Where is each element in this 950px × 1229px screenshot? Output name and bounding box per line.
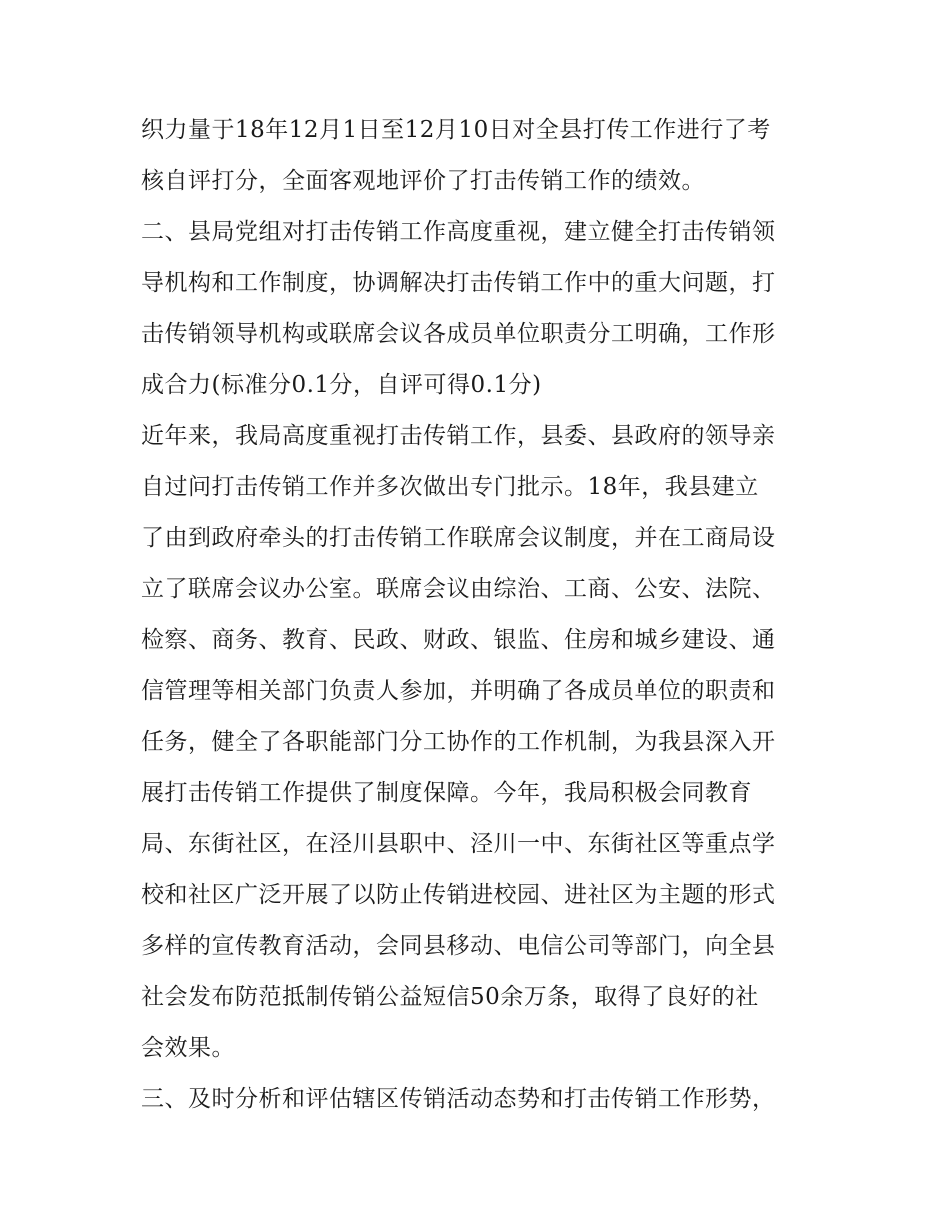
text-line: 信管理等相关部门负责人参加，并明确了各成员单位的职责和 — [141, 678, 776, 704]
text-line: 成合力(标准分0.1分，自评可得0.1分) — [141, 372, 542, 398]
text-line: 立了联席会议办公室。联席会议由综治、工商、公安、法院、 — [141, 576, 776, 602]
text-line: 近年来，我局高度重视打击传销工作，县委、县政府的领导亲 — [141, 423, 776, 449]
text-line: 多样的宣传教育活动，会同县移动、电信公司等部门，向全县 — [141, 933, 776, 959]
text-line: 会效果。 — [141, 1035, 235, 1061]
text-line: 三、及时分析和评估辖区传销活动态势和打击传销工作形势， — [141, 1086, 776, 1112]
text-line: 导机构和工作制度，协调解决打击传销工作中的重大问题，打 — [141, 270, 776, 296]
text-line: 展打击传销工作提供了制度保障。今年，我局积极会同教育 — [141, 780, 752, 806]
text-line: 击传销领导机构或联席会议各成员单位职责分工明确，工作形 — [141, 321, 776, 347]
text-line: 局、东街社区，在泾川县职中、泾川一中、东街社区等重点学 — [141, 831, 776, 857]
text-line: 任务，健全了各职能部门分工协作的工作机制，为我县深入开 — [141, 729, 776, 755]
text-line: 校和社区广泛开展了以防止传销进校园、进社区为主题的形式 — [141, 882, 776, 908]
text-line: 自过问打击传销工作并多次做出专门批示。18年，我县建立 — [141, 474, 759, 500]
text-line: 了由到政府牵头的打击传销工作联席会议制度，并在工商局设 — [141, 525, 776, 551]
text-line: 织力量于18年12月1日至12月10日对全县打传工作进行了考 — [141, 117, 771, 143]
text-line: 社会发布防范抵制传销公益短信50余万条，取得了良好的社 — [141, 984, 759, 1010]
text-line: 二、县局党组对打击传销工作高度重视，建立健全打击传销领 — [141, 219, 776, 245]
text-line: 检察、商务、教育、民政、财政、银监、住房和城乡建设、通 — [141, 627, 776, 653]
text-line: 核自评打分，全面客观地评价了打击传销工作的绩效。 — [141, 168, 705, 194]
